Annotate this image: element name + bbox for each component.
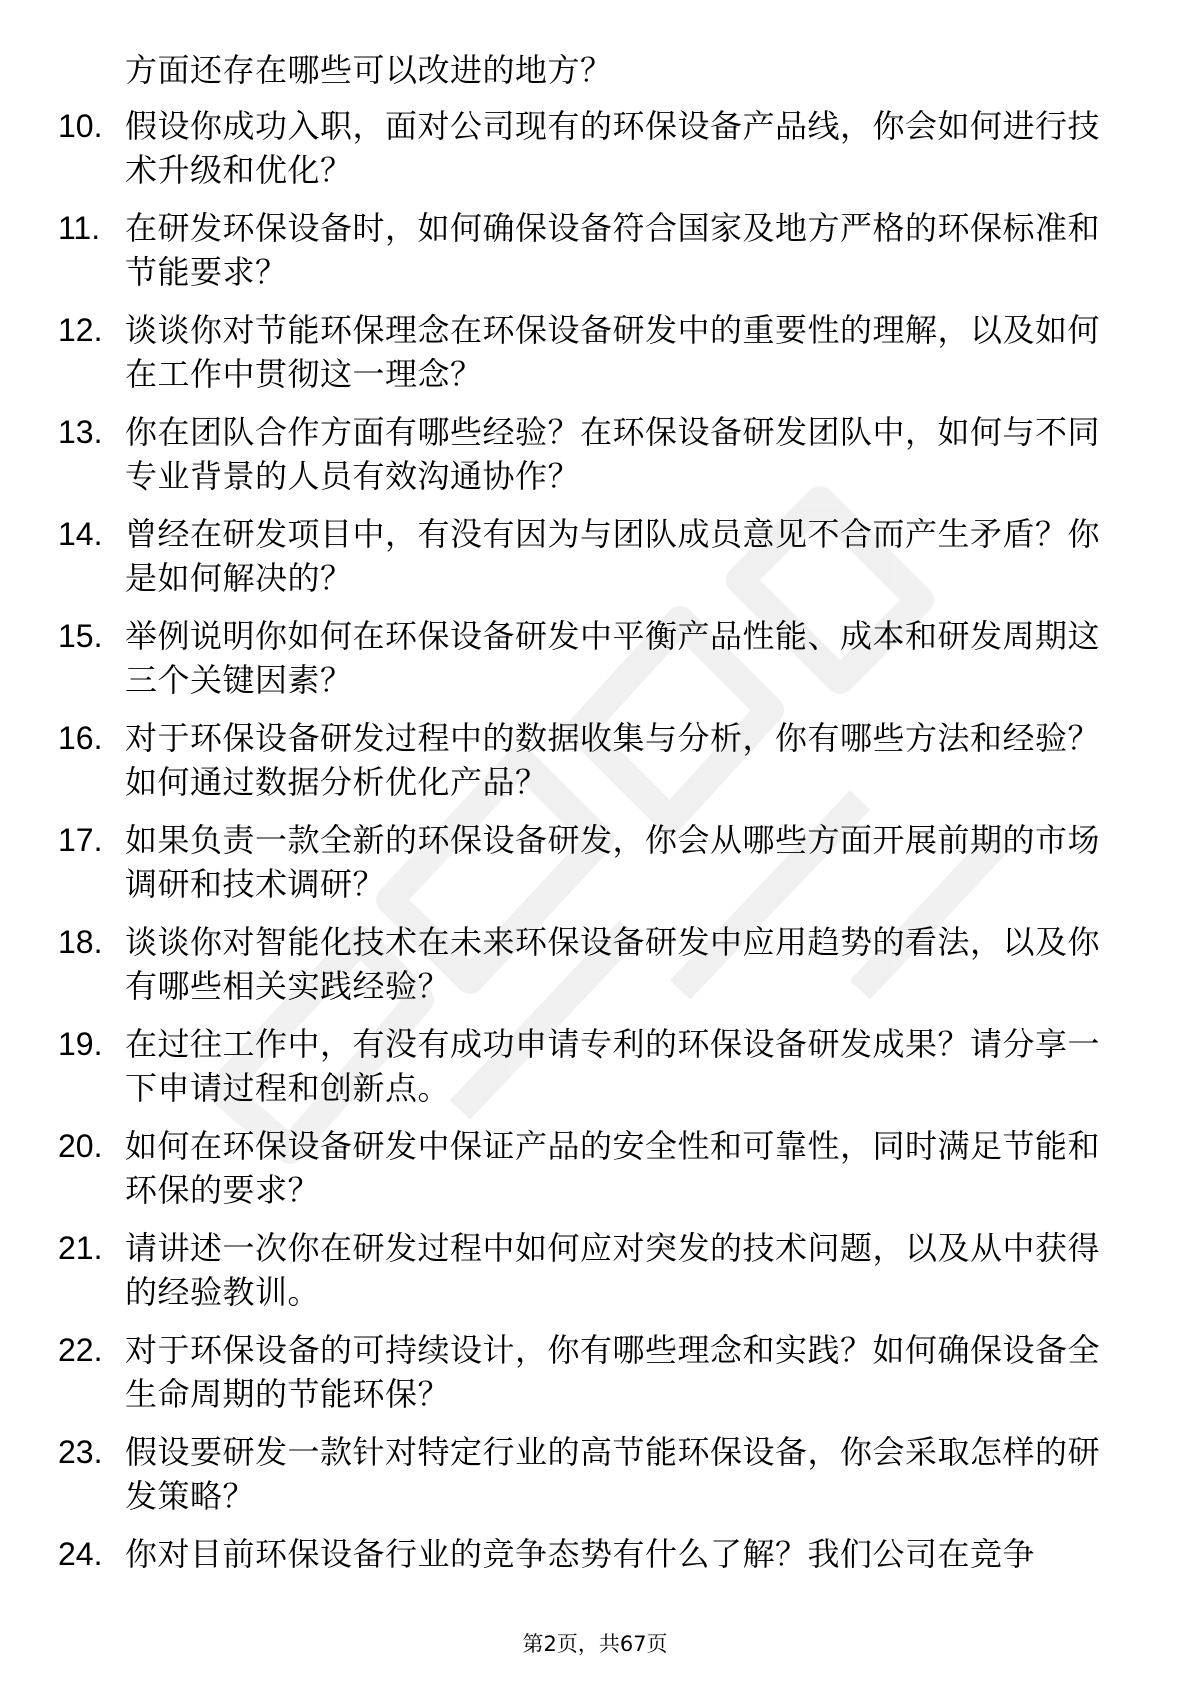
question-text: 在过往工作中，有没有成功申请专利的环保设备研发成果？请分享一下申请过程和创新点。	[125, 1025, 1101, 1107]
list-item	[0, 410, 1115, 498]
question-number: 10.	[58, 108, 103, 144]
question-number: 18.	[58, 924, 103, 960]
question-number: 22.	[58, 1332, 103, 1368]
list-item	[0, 1226, 1115, 1314]
question-number: 17.	[58, 822, 103, 858]
question-number: 13.	[58, 414, 103, 450]
question-number: 16.	[58, 720, 103, 756]
question-text: 方面还存在哪些可以改进的地方？	[125, 51, 613, 89]
question-text: 举例说明你如何在环保设备研发中平衡产品性能、成本和研发周期这三个关键因素？	[125, 617, 1101, 699]
list-item	[0, 308, 1115, 396]
question-text: 你对目前环保设备行业的竞争态势有什么了解？我们公司在竞争	[125, 1535, 1036, 1573]
list-item	[0, 614, 1115, 702]
question-text: 对于环保设备研发过程中的数据收集与分析，你有哪些方法和经验？如何通过数据分析优化产品？	[125, 719, 1101, 801]
question-list	[0, 48, 1190, 1590]
question-number: 21.	[58, 1230, 103, 1266]
question-number: 11.	[58, 210, 101, 246]
question-text: 假设你成功入职，面对公司现有的环保设备产品线，你会如何进行技术升级和优化？	[125, 107, 1101, 189]
question-text: 请讲述一次你在研发过程中如何应对突发的技术问题，以及从中获得的经验教训。	[125, 1229, 1101, 1311]
question-text: 如果负责一款全新的环保设备研发，你会从哪些方面开展前期的市场调研和技术调研？	[125, 821, 1101, 903]
list-item	[0, 1532, 1115, 1576]
page-footer: 第2页，共67页	[522, 1632, 668, 1656]
question-number: 20.	[58, 1128, 103, 1164]
question-number: 24.	[58, 1536, 103, 1572]
list-item	[0, 920, 1115, 1008]
question-number: 14.	[58, 516, 103, 552]
question-number: 19.	[58, 1026, 103, 1062]
question-text: 对于环保设备的可持续设计，你有哪些理念和实践？如何确保设备全生命周期的节能环保？	[125, 1331, 1101, 1413]
list-item	[0, 716, 1115, 804]
list-item	[0, 1430, 1115, 1518]
question-text: 谈谈你对节能环保理念在环保设备研发中的重要性的理解，以及如何在工作中贯彻这一理念？	[125, 311, 1101, 393]
list-item	[0, 104, 1115, 192]
question-text: 如何在环保设备研发中保证产品的安全性和可靠性，同时满足节能和环保的要求？	[125, 1127, 1101, 1209]
question-text: 假设要研发一款针对特定行业的高节能环保设备，你会采取怎样的研发策略？	[125, 1433, 1101, 1515]
list-item-continuation	[0, 48, 1115, 92]
question-text: 曾经在研发项目中，有没有因为与团队成员意见不合而产生矛盾？你是如何解决的？	[125, 515, 1101, 597]
list-item	[0, 512, 1115, 600]
question-text: 在研发环保设备时，如何确保设备符合国家及地方严格的环保标准和节能要求？	[125, 209, 1101, 291]
list-item	[0, 206, 1115, 294]
list-item	[0, 1328, 1115, 1416]
list-item	[0, 1124, 1115, 1212]
question-number: 23.	[58, 1434, 103, 1470]
question-number: 12.	[58, 312, 103, 348]
question-text: 谈谈你对智能化技术在未来环保设备研发中应用趋势的看法，以及你有哪些相关实践经验？	[125, 923, 1101, 1005]
question-number: 15.	[58, 618, 103, 654]
list-item	[0, 1022, 1115, 1110]
list-item	[0, 818, 1115, 906]
question-text: 你在团队合作方面有哪些经验？在环保设备研发团队中，如何与不同专业背景的人员有效沟通协作？	[125, 413, 1101, 495]
